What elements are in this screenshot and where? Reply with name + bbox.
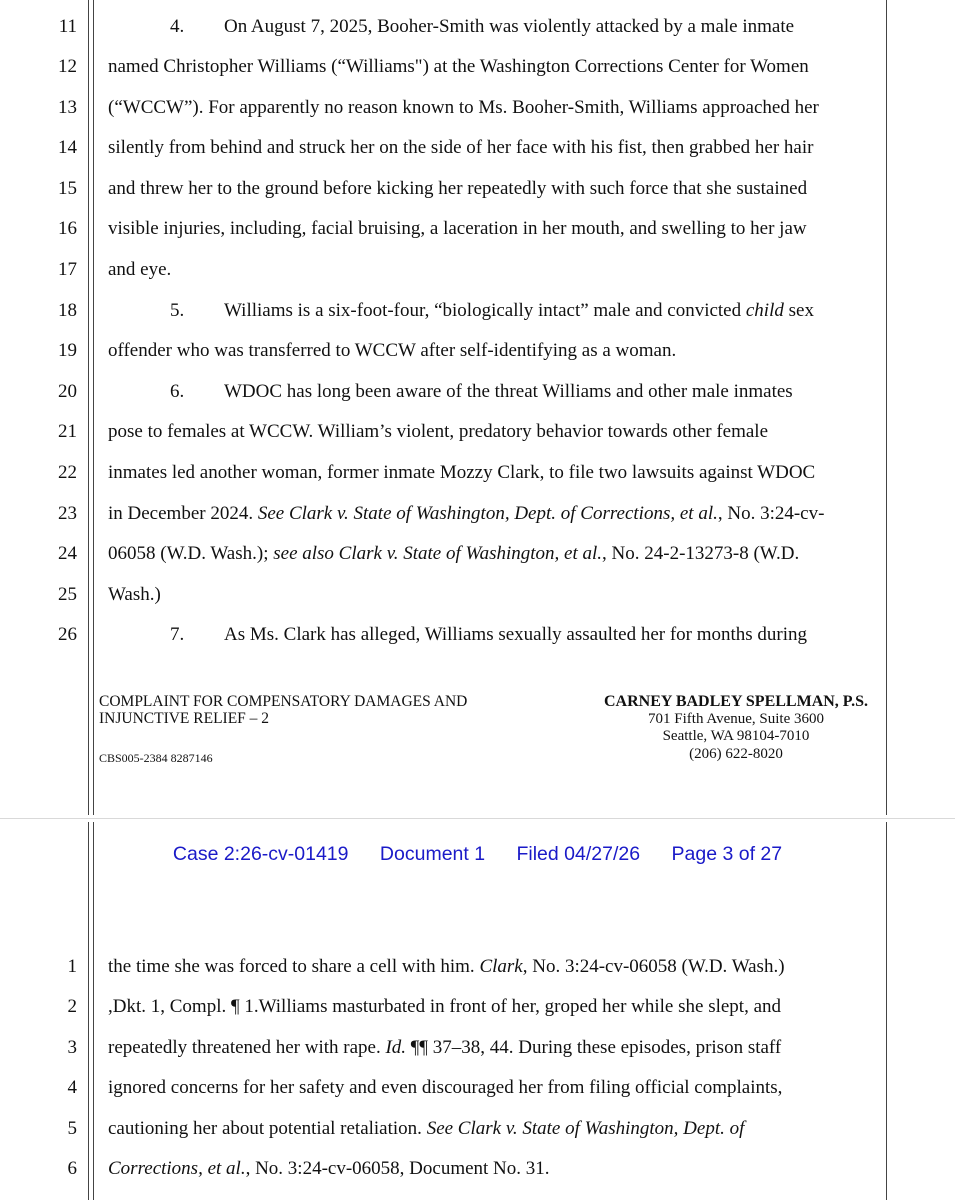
text-run: repeatedly threatened her with rape. — [108, 1037, 386, 1058]
text-run: , No. 3:24-cv- — [717, 503, 825, 524]
firm-phone: (206) 622-8020 — [689, 745, 783, 762]
line-number: 23 — [58, 503, 77, 524]
line-number: 20 — [58, 381, 77, 402]
case-citation: Clark — [479, 956, 523, 977]
text-line — [108, 1038, 781, 1058]
left-margin-rule-inner — [93, 0, 94, 815]
line-number: 6 — [67, 1158, 77, 1179]
firm-name: CARNEY BADLEY SPELLMAN, P.S. — [603, 693, 869, 710]
line-number: 18 — [58, 300, 77, 321]
text-line: pose to females at WCCW. William’s violent, predatory behavior towards other female — [108, 421, 769, 442]
text-line: ignored concerns for her safety and even discouraged her from filing official complaints, — [108, 1077, 783, 1098]
right-margin-rule — [886, 0, 887, 815]
text-line — [108, 17, 794, 37]
italic-text: child — [745, 300, 784, 321]
paragraph-number: 4. — [170, 16, 185, 37]
paragraph-number: 5. — [170, 300, 185, 321]
text-line: silently from behind and struck her on the side of her face with his fist, then grabbed her hair — [108, 137, 814, 158]
line-number: 19 — [58, 340, 77, 361]
text-run: cautioning her about potential retaliation. — [108, 1118, 427, 1139]
text-line: Wash.) — [108, 584, 161, 605]
text-line: and eye. — [108, 259, 172, 280]
text-line — [108, 957, 785, 977]
case-citation: See Clark v. State of Washington, Dept. of Corrections, et al. — [257, 503, 718, 524]
case-citation: see also Clark v. State of Washington, et al. — [273, 543, 603, 564]
left-margin-rule-outer — [88, 0, 89, 815]
page-divider — [0, 818, 955, 819]
line-number: 21 — [58, 421, 77, 442]
left-margin-rule-inner-page2 — [93, 822, 94, 1200]
case-number: Case 2:26-cv-01419 — [172, 843, 349, 865]
line-number: 3 — [67, 1037, 77, 1058]
footer-title-line: INJUNCTIVE RELIEF – 2 — [99, 710, 270, 727]
text-line: and threw her to the ground before kicking her repeatedly with such force that she sustained — [108, 178, 808, 199]
text-line: offender who was transferred to WCCW after self-identifying as a woman. — [108, 340, 677, 361]
text-run: the time she was forced to share a cell with him. — [108, 956, 480, 977]
document-number: Document 1 — [379, 843, 486, 865]
line-number: 24 — [58, 543, 77, 564]
line-number: 1 — [67, 956, 77, 977]
line-number: 5 — [67, 1118, 77, 1139]
left-margin-rule-outer-page2 — [88, 822, 89, 1200]
line-number: 13 — [58, 97, 77, 118]
line-number: 16 — [58, 218, 77, 239]
citation-id: Id. — [385, 1037, 407, 1058]
line-number: 22 — [58, 462, 77, 483]
text-line: ,Dkt. 1, Compl. ¶ 1.Williams masturbated in front of her, groped her while she slept, and — [108, 996, 782, 1017]
text-line: visible injuries, including, facial bruising, a laceration in her mouth, and swelling to her jaw — [108, 218, 807, 239]
text-run: As Ms. Clark has alleged, Williams sexually assaulted her for months during — [224, 624, 808, 645]
text-line: inmates led another woman, former inmate Mozzy Clark, to file two lawsuits against WDOC — [108, 462, 816, 483]
text-run: WDOC has long been aware of the threat Williams and other male inmates — [224, 381, 793, 402]
firm-block — [586, 693, 886, 763]
text-line — [108, 544, 799, 564]
text-line — [108, 1119, 744, 1139]
document-code: CBS005-2384 8287146 — [99, 751, 213, 765]
page-indicator: Page 3 of 27 — [671, 843, 783, 865]
text-run: , No. 3:24-cv-06058, Document No. 31. — [245, 1158, 550, 1179]
text-run: , No. 3:24-cv-06058 (W.D. Wash.) — [522, 956, 785, 977]
line-number: 4 — [67, 1077, 77, 1098]
text-line — [108, 382, 793, 402]
text-run: Williams is a six-foot-four, “biologically intact” male and convicted — [224, 300, 746, 321]
text-line — [108, 504, 824, 524]
firm-city: Seattle, WA 98104-7010 — [662, 728, 810, 744]
text-line — [108, 1159, 550, 1179]
line-number: 11 — [58, 16, 77, 37]
line-number: 2 — [67, 996, 77, 1017]
firm-address: 701 Fifth Avenue, Suite 3600 — [648, 710, 824, 727]
filed-date: Filed 04/27/26 — [516, 843, 641, 865]
text-run: in December 2024. — [108, 503, 258, 524]
line-number: 26 — [58, 624, 77, 645]
line-number: 25 — [58, 584, 77, 605]
text-line: (“WCCW”). For apparently no reason known to Ms. Booher-Smith, Williams approached her — [108, 97, 819, 118]
paragraph-number: 6. — [170, 381, 185, 402]
line-number: 12 — [58, 56, 77, 77]
text-line: named Christopher Williams (“Williams") at the Washington Corrections Center for Women — [108, 56, 809, 77]
document-title-footer — [99, 693, 467, 727]
text-run: sex — [783, 300, 814, 321]
right-margin-rule-page2 — [886, 822, 887, 1200]
footer-title-line: COMPLAINT FOR COMPENSATORY DAMAGES AND — [99, 693, 468, 710]
paragraph-number: 7. — [170, 624, 185, 645]
text-line — [108, 301, 814, 321]
line-number: 15 — [58, 178, 77, 199]
text-run: ¶¶ 37–38, 44. During these episodes, prison staff — [406, 1037, 782, 1058]
case-header — [0, 843, 955, 866]
line-number: 17 — [58, 259, 77, 280]
text-run: 06058 (W.D. Wash.); — [108, 543, 274, 564]
text-run: On August 7, 2025, Booher-Smith was violently attacked by a male inmate — [224, 16, 795, 37]
text-line — [108, 625, 807, 645]
line-number: 14 — [58, 137, 77, 158]
text-run: , No. 24-2-13273-8 (W.D. — [602, 543, 800, 564]
case-citation: Corrections, et al. — [108, 1158, 246, 1179]
case-citation: See Clark v. State of Washington, Dept. of — [426, 1118, 745, 1139]
